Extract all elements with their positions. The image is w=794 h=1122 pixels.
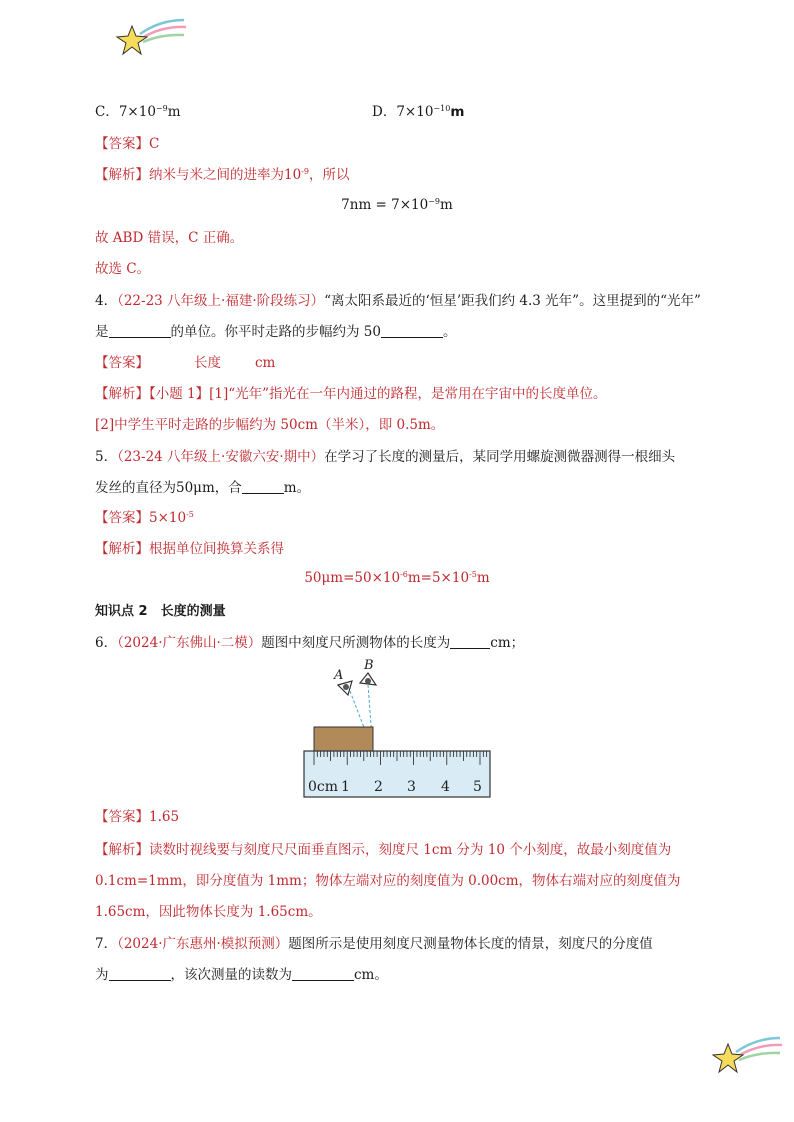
- label-a: A: [334, 668, 344, 683]
- q4-analysis: 【解析】【小题 1】[1]“光年”指光在一年内通过的路程，是常用在宇宙中的长度单位。: [95, 386, 607, 402]
- q5-answer: 【答案】$5\times 10^{-5}$: [95, 510, 194, 526]
- blank[interactable]: [109, 323, 171, 338]
- q5-analysis: 【解析】根据单位间换算关系得: [95, 541, 284, 557]
- ruler-label-0: 0cm: [308, 779, 339, 795]
- q6-question: 6．（2024·广东佛山·二模）题图中刻度尺所测物体的长度为 cm；: [95, 635, 525, 651]
- q3-answer: 【答案】C: [95, 136, 160, 152]
- q6-analysis-line3: 1.65cm，因此物体长度为 1.65cm。: [95, 904, 322, 920]
- blank[interactable]: [109, 966, 171, 981]
- section-title: 知识点 2 长度的测量: [95, 604, 226, 619]
- q5-question: 5．（23-24 八年级上·安徽六安·期中）在学习了长度的测量后，某同学用螺旋测微器测得一根细头: [95, 449, 676, 465]
- blank[interactable]: [381, 323, 443, 338]
- shooting-star-icon: [706, 1030, 786, 1080]
- blank[interactable]: [450, 634, 490, 649]
- q6-analysis-line2: 0.1cm=1mm，即分度值为 1mm；物体左端对应的刻度值为 0.00cm，物体右端对应的刻度值为: [95, 873, 681, 889]
- q4-question-line2: 是 的单位。你平时走路的步幅约为 50 。: [95, 324, 457, 340]
- q4-question: 4．（22-23 八年级上·福建·阶段练习）“离太阳系最近的‘恒星’距我们约 4.3 光年”。这里提到的“光年”: [95, 293, 701, 309]
- ruler-label-4: 4: [441, 779, 450, 795]
- q3-analysis: 【解析】纳米与米之间的进率为$10^{-9}$，所以: [95, 167, 350, 183]
- q5-question-line2: 发丝的直径为50μm，合 m。: [95, 480, 311, 496]
- measured-block: [314, 727, 373, 751]
- q3-line2: 故选 C。: [95, 261, 151, 277]
- eye-a-icon: [338, 681, 352, 695]
- label-b: B: [364, 658, 374, 673]
- q6-analysis: 【解析】读数时视线要与刻度尺尺面垂直图示，刻度尺 1cm 分为 10 个小刻度，故最小刻度值为: [95, 842, 672, 858]
- q4-answer: 【答案】 长度 cm: [95, 355, 276, 371]
- ruler-label-1: 1: [341, 779, 350, 795]
- ruler-label-5: 5: [473, 779, 482, 795]
- ruler-label-2: 2: [374, 779, 383, 795]
- q6-answer: 【答案】1.65: [95, 809, 180, 825]
- ruler-label-3: 3: [407, 779, 416, 795]
- blank[interactable]: [242, 479, 284, 494]
- q5-formula: $50\mu m=50\times 10^{-6}m=5\times 10^{-5}m$: [304, 570, 490, 586]
- q3-line1: 故 ABD 错误，C 正确。: [95, 230, 244, 246]
- q4-analysis-line2: [2]中学生平时走路的步幅约为 50cm（半米），即 0.5m。: [95, 417, 445, 433]
- blank[interactable]: [292, 966, 354, 981]
- q7-question-line2: 为 ，该次测量的读数为 cm。: [95, 967, 388, 983]
- option-c: C．$7\times 10^{-9}m$: [95, 104, 181, 120]
- option-d: D．$7\times 10^{-10}m$: [372, 104, 465, 120]
- q3-formula: $7nm = 7\times 10^{-9}m$: [341, 197, 453, 213]
- ruler-figure: [300, 655, 495, 800]
- shooting-star-icon: [110, 12, 190, 62]
- q7-question: 7．（2024·广东惠州·模拟预测）题图所示是使用刻度尺测量物体长度的情景，刻度尺的分度值: [95, 936, 653, 952]
- eye-b-icon: [360, 673, 376, 685]
